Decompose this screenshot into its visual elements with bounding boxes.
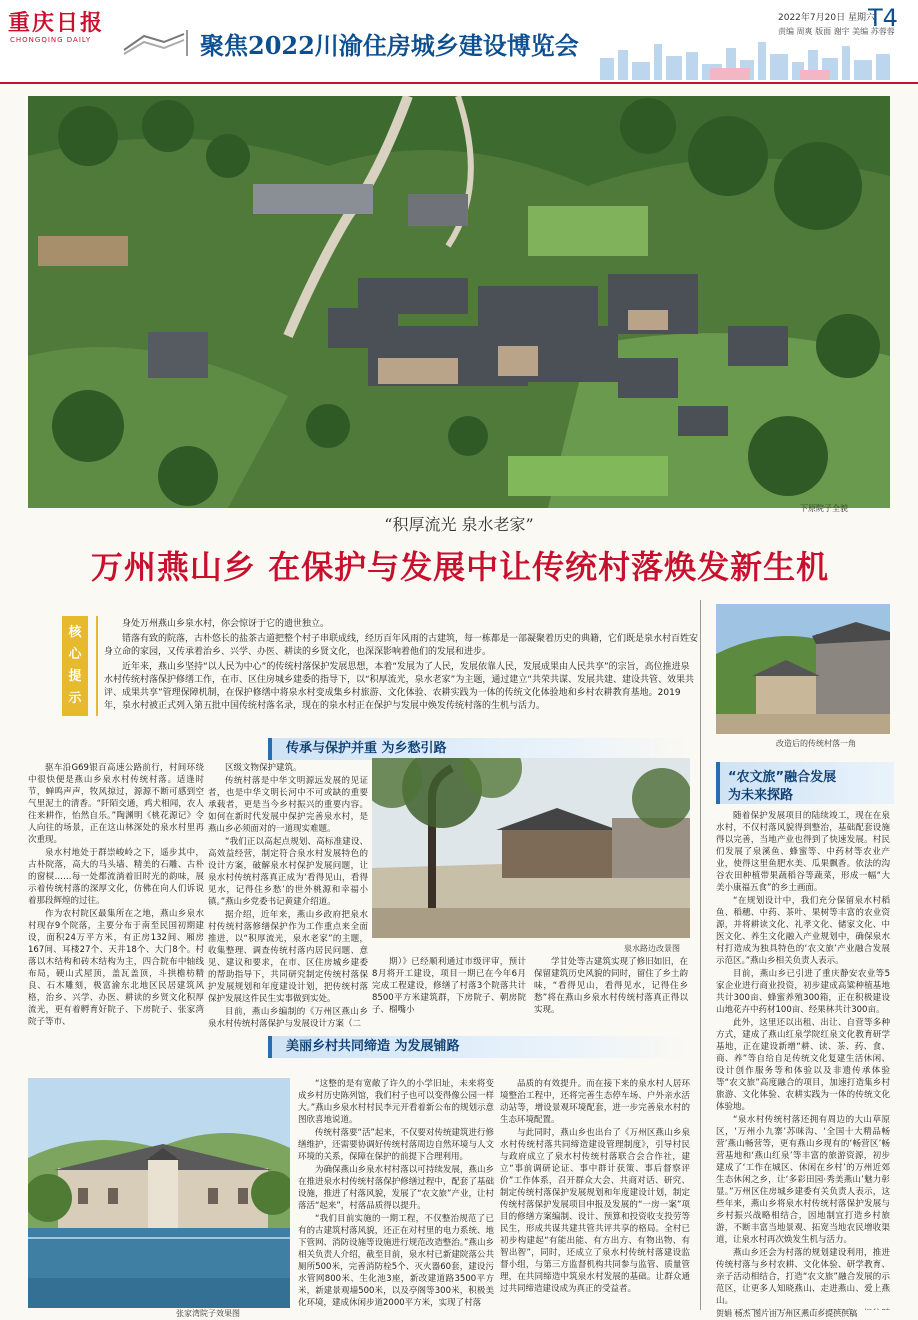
- article-column-2: [208, 762, 368, 1030]
- paragraph: “我们目前实施的一期工程，不仅整治规范了已有的古建筑村落风貌，还正在对村里的电力系统、地下管网、消防设施等设施进行规范改造整治。”燕山乡相关负责人介绍，截至目前，泉水村已新建院落公共厕所500米，完善消防栓5个、灭火器60套，建设污水管网800米、生化池3座，新改建道路3500平方米，新建景观墙500米，以及亭阁等300米，积极美化环境，建成休闲步道2000平方米，实现了村落: [298, 1214, 494, 1308]
- mid-photo-caption: 泉水路边改景图: [624, 944, 680, 953]
- article-column-4: [716, 810, 890, 1310]
- paragraph: 此外，这里还以出租、出让、自营等多种方式，建成了燕山红泉学院红泉文化教育研学基地，正在建设新增“耕、读、茶、药、食、商、养”等自给自足传统文化复建生活休闲、设计创作服务等和体验以及非遗传承体验等“农文旅”高度融合的项目，加速打造集乡村旅游、文化体验、农耕实践为一体的传统文化体验地。: [716, 1018, 890, 1112]
- city-skyline-icon: [590, 38, 900, 80]
- right-photo-caption: 改造后的传统村落一角: [776, 739, 856, 748]
- paragraph: 品质的有效提升。而在接下来的泉水村人居环境整治工程中，还将完善生态停车场、户外亲水活动站等，增设景观环境配套，进一步完善泉水村的生态环境配置。: [500, 1079, 690, 1125]
- section-heading-2: [268, 1036, 692, 1058]
- newspaper-logo: 重庆日报: [8, 10, 105, 36]
- village-corner-image: [716, 604, 890, 734]
- section-title: “农文旅”融合发展: [728, 770, 837, 785]
- courtyard-rendering-image: [28, 1078, 290, 1308]
- paragraph: “在规划设计中，我们充分保留泉水村稻鱼、稻穗、中药、茶叶、果树等丰富的农业资源，并将耕读文化、礼孝文化、储家文化、中医文化、养生文化融入产业规划中，确保泉水村打造成为独具特色的‘农文旅’产业融合发展示范区。”燕山乡相关负责人表示。: [716, 896, 890, 966]
- paragraph: 传统村落是中华文明源远发展的见证者，也是中华文明长河中不可或缺的重要承载者，更是当今乡村振兴的重要内容。如何在新时代发展中保护完善泉水村，是燕山乡必须面对的一道现实难题。: [208, 776, 368, 834]
- paragraph: 驱车沿G69银百高速公路前行，村间环绕中很快便是燕山乡泉水村传统村落。适逢时节，蝉鸣声声，牧风掠过，源源不断可感到空气里泥土的清香。“阡陌交通，鸡犬相闻，农人往来耕作，怡然自乐。”陶渊明《桃花源记》令人向往的场景，正在这山林深处的泉水村里再次重现。: [28, 763, 204, 845]
- village-aerial-image: [28, 96, 890, 508]
- paragraph: 随着保护发展项目的陆续竣工，现在在泉水村，不仅村落风貌得到整治，基础配套设施得以完善，当地产业也得到了快速发展。村民们发展了泉溪鱼、蜂蜜等、中药材等农业产业，使得这里鱼肥水美、瓜果飘香。依法的沟谷农田种植带果蔬稻谷等蔬菜，形成一幅“大美小康福五食”的乡土画面。: [716, 811, 890, 893]
- page-number: T4: [868, 4, 898, 32]
- section-title: 传承与保护并重 为乡愁引路: [286, 741, 447, 756]
- paragraph: 为确保燕山乡泉水村村落以可持续发展，燕山乡在推进泉水村传统村落保护修缮过程中，配套了基础设施，推进了村落风貌，发展了“农文旅”产业，让村落活“起来”，村落品质得以提升。: [298, 1165, 494, 1211]
- paragraph: 作为农村院区最集所在之地，燕山乡泉水村现存9个院落，主要分布于南至民国初期建设，面积24万平方米，有正房132间、厢房167间、耳楼27个、天井18个、大门8个。村落以木结构和砖木结构为主，四合院布中轴线布局，硬山式屋顶，盖瓦盖顶，斗拱檐枋精良、石木雕刻，极富渝东北地区民居建筑风格，治乡、兴学、办医、耕读的乡贤文化积厚流光，更有着孵育好院子、下房院子、张家湾院子等市、: [28, 909, 204, 1027]
- paragraph: 区级文物保护建筑。: [225, 763, 302, 773]
- article-subhead: “积厚流光 泉水老家”: [384, 515, 534, 534]
- article-headline: 万州燕山乡 在保护与发展中让传统村落焕发新生机: [90, 548, 830, 586]
- paragraph: “这整的是有宽敞了许久的小学旧址，未来将变成乡村历史陈列馆，我们村子也可以变得像公园一样大。”燕山乡泉水村村民李元开看着新公布的规划示意图欣喜地说道。: [298, 1079, 494, 1125]
- core-paragraph: 错落有致的院落，古朴悠长的盐茶古道把整个村子串联成线，经历百年风雨的古建筑，每一栋都是一部凝聚着历史的典籍，它们既是泉水村百姓安身立命的家园，又传承着治乡、兴学、办医、耕读的乡贤文化，也深深影响着他们的发展和进步。: [104, 634, 699, 657]
- paragraph: 期）》已经顺利通过市级评审，预计8月将开工建设，项目一期已在今年6月完成工程建设，修缮了村落3个院落共计8500平方米建筑群，下房院子、朝房院子、榴嘴小: [372, 957, 526, 1015]
- editor-credits: 责编 周爽 版面 谢宇 美编 苏蓉蓉: [778, 27, 895, 36]
- masthead: [0, 0, 918, 84]
- paragraph: 传统村落要“活”起来，不仅要对传统建筑进行修缮维护，还需要协调好传统村落周边自然环境与人文环境的关系，保障在保护的前提下合理利用。: [298, 1128, 494, 1162]
- rendering-photo: [28, 1078, 290, 1308]
- paragraph: 与此同时，燕山乡也出台了《万州区燕山乡泉水村传统村落共同缔造建设管理制度》，引导村民与政府成立了泉水村传统村落联合会合作社，建立“事前调研论证、事中群计获策、事后督察评价”工作体系，召开群众大会、共商对话、研究、制定传统村落保护发展规划和年度建设计划，制定传统村落保护发展项目申报及发展的“一房一案”项目的修缮方案编制、设计、预算和投资收支投劳等民生，形成共谋共建共管共评共享的格局。全村已初步构建起“有能出能、有方出方、有物出物、有智出智”，同时，还成立了泉水村传统村落建设监督小组，与第三方监督机构共同参与监管、质量管理，在共同缔造中筑泉水村发展的基础。让群众通过共同缔造建设成为真正的受益者。: [500, 1128, 690, 1294]
- main-aerial-photo: [28, 96, 890, 508]
- section-title: 美丽乡村共同缔造 为发展铺路: [286, 1039, 460, 1054]
- article-column-6: [500, 1078, 690, 1310]
- article-column-3a: [372, 956, 526, 1030]
- column-divider: [700, 600, 701, 1310]
- paragraph: 学甘处等古建筑实现了修旧如旧，在保留建筑历史风貌的同时，留住了乡土韵味，“看得见山，看得见水，记得住乡愁”将在燕山乡泉水村传统村落真正得以实现。: [534, 957, 688, 1015]
- paragraph: 目前，燕山乡已引进了重庆静安农业等5家企业进行商业投资，初步建成高粱种植基地共计300亩、蜂蜜养殖300箱，正在积极建设山地花卉中药材100亩、经果林共计300亩。: [716, 969, 890, 1015]
- renovated-village-photo: [716, 604, 890, 734]
- paragraph: 据介绍，近年来，燕山乡政府把泉水村传统村落修缮保护作为工作重点来全面推进，以“积厚流光，泉水老家”的主题，收集整理、调查传统村落内居民问题、意见、建议和要求，在市、区住房城乡建委的帮助指导下，共同研究制定传统村落保护发展规划和年度建设计划，把传统村落保护发展这件民生实事做到实处。: [208, 910, 368, 1004]
- issue-date: 2022年7月20日 星期六: [778, 13, 875, 23]
- article-column-5: [298, 1078, 494, 1310]
- paragraph: 目前，燕山乡编制的《万州区燕山乡泉水村传统村落保护与发展设计方案（二: [208, 1007, 368, 1029]
- byline: 贺娟 杨杰 图片由万州区燕山乡提供供稿: [716, 1309, 858, 1318]
- banner-deco-icon: [120, 26, 190, 58]
- main-photo-caption: 下原院子全貌: [800, 504, 848, 513]
- article-column-1: [28, 762, 204, 1030]
- core-label: 核心提示: [68, 625, 82, 706]
- article-column-3b: [534, 956, 688, 1030]
- roadside-photo: [372, 758, 690, 938]
- roadside-village-image: [372, 758, 690, 938]
- banner-title: 聚焦2022川渝住房城乡建设博览会: [200, 31, 579, 60]
- core-summary: [104, 618, 698, 715]
- bottom-photo-caption: 张家湾院子效果图: [176, 1309, 240, 1318]
- paragraph: 泉水村地处于群崇峻岭之下，遥步其中，古朴院落，高大的马头墙、精美的石雕、古朴的窗棂……每一处都流淌着旧时光的韵味，展示着传统村落的深厚文化，仿佛在向人们诉说着那段辉煌的过往。: [28, 848, 204, 906]
- section-heading-1: [268, 738, 692, 760]
- section-title: 为未来探路: [728, 788, 794, 803]
- core-paragraph: 近年来，燕山乡坚持“以人民为中心”的传统村落保护发展思想，本着“发展为了人民，发展依靠人民，发展成果由人民共享”的宗旨，高位推进泉水村传统村落保护修缮工作，在市、区住房城乡建委的指导下，以“积厚流光，泉水老家”为主题，通过建立“共荣共谋、发展共建、建设共管、效果共评、成果共享”管理保障机制，在保护修缮中将泉水村变成集乡村旅游、文化体验、农耕实践为一体的传统文化体验地和乡村农耕教育基地。2019年，泉水村被正式列入第五批中国传统村落名录，现在的泉水村正在保护与发展中焕发传统村落的生机与活力。: [104, 662, 694, 711]
- core-paragraph: 身处万州燕山乡泉水村，你会惊讶于它的遗世独立。: [122, 619, 330, 629]
- paragraph: 燕山乡还会为村落的规划建设利用，推进传统村落与乡村农耕、文化体验、研学教育、亲子活动相结合，打造“农文旅”融合发展的示范区，让更多人知晓燕山、走进燕山、爱上燕山。: [716, 1248, 890, 1306]
- newspaper-logo-sub: CHONGQING DAILY: [10, 36, 92, 44]
- paragraph: “泉水村传统村落还拥有周边的大山草原区，‘万州小九寨’苏咪沟、‘全国十大精品畅营’燕山畅营等，更有燕山乡现有的‘畅营区’畅营基地和‘燕山红泉’等丰富的旅游资源，初步建成了‘工作在城区、休闲在乡村’的万州近郊生态休闲之乡，让‘多彩田园·秀美燕山’魅力彰显。”万州区住房城乡建委有关负责人表示，这些年来，燕山乡将泉水村传统村落保护发展与乡村振兴战略相结合，因地制宜打造乡村旅游，不断丰富当地景观、拓宽当地农民增收渠道，让泉水村再次焕发生机与活力。: [716, 1115, 890, 1245]
- paragraph: “我们正以高起点规划、高标准建设、高效益经营，制定符合泉水村发展特色的设计方案，破解泉水村保护发展问题，让泉水村传统村落真正成为‘看得见山，看得见水，记得住乡愁’的世外桃源和幸福小镇。”燕山乡党委书记黄建介绍道。: [208, 837, 368, 907]
